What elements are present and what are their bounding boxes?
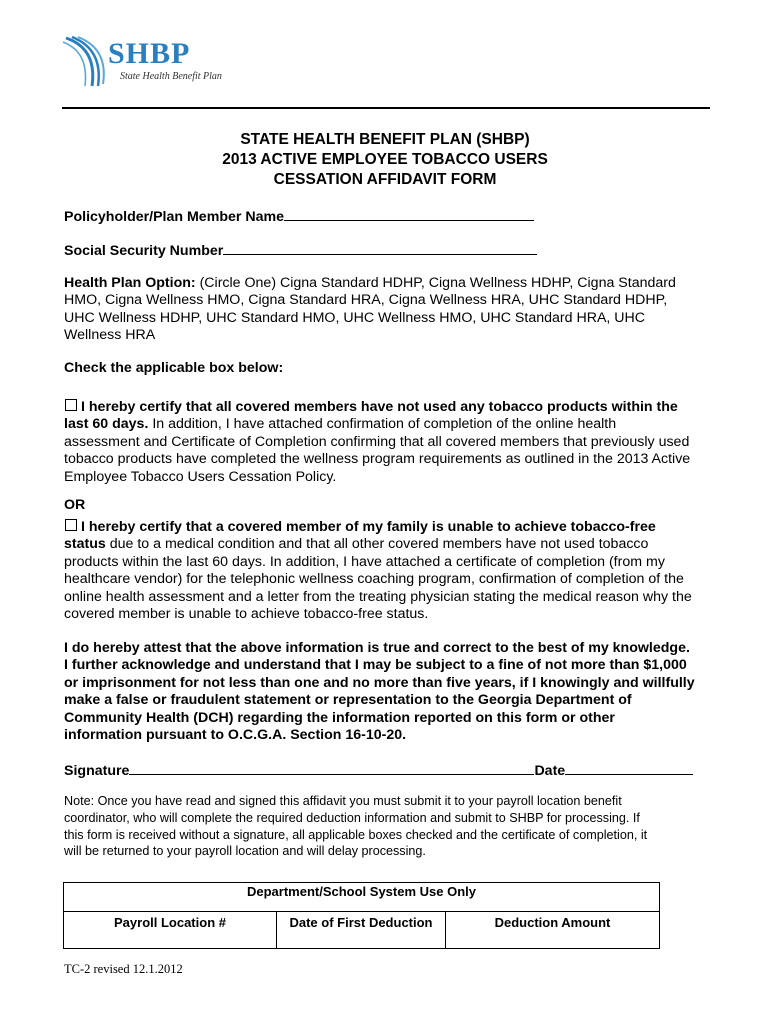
option-1-block: [64, 399, 714, 486]
option-1-checkbox[interactable]: [65, 399, 77, 411]
shbp-logo: [62, 34, 232, 90]
health-plan-line: Wellness HRA: [64, 327, 156, 344]
first-deduction-date-cell: Date of First Deduction: [277, 912, 446, 949]
member-name-blank[interactable]: [284, 206, 534, 221]
date-label: Date: [534, 763, 566, 779]
ssn-blank[interactable]: [223, 240, 537, 255]
attestation-line: I further acknowledge and understand that I may be subject to a fine of not more than $1,000: [64, 657, 687, 674]
header-divider: [62, 107, 710, 109]
title-line-1: STATE HEALTH BENEFIT PLAN (SHBP): [240, 131, 530, 148]
health-plan-option: [64, 275, 714, 345]
submission-note: [64, 793, 714, 860]
option-2-line: healthcare vendor) for the telephonic wellness coaching program, confirmation of completion of the: [64, 571, 684, 588]
option-1-line: In addition, I have attached confirmation of completion of the online health: [148, 416, 617, 433]
option-2-bold-line: status: [64, 536, 106, 553]
note-line: this form is received without a signature, all applicable boxes checked and the certificate of completion, it: [64, 827, 648, 842]
or-label: OR: [64, 497, 86, 513]
attestation-line: information pursuant to O.C.G.A. Section 16-10-20.: [64, 727, 407, 744]
option-1-bold-line: I hereby certify that all covered members have not used any tobacco products within the: [81, 399, 678, 415]
ssn-label: Social Security Number: [64, 243, 224, 259]
deduction-amount-cell: Deduction Amount: [446, 912, 660, 949]
wave-logo-icon: [62, 34, 110, 90]
health-plan-line: UHC Wellness HDHP, UHC Standard HMO, UHC Wellness HMO, UHC Standard HRA, UHC: [64, 309, 646, 326]
attestation-line: make a false or fraudulent statement or representation to the Georgia Department of: [64, 692, 632, 709]
attestation-line: or imprisonment for not less than one and no more than five years, if I knowingly and willfully: [64, 674, 695, 691]
member-name-label: Policyholder/Plan Member Name: [64, 209, 284, 225]
signature-blank[interactable]: [129, 760, 534, 775]
title-line-3: CESSATION AFFIDAVIT FORM: [273, 171, 497, 188]
payroll-location-cell: Payroll Location #: [64, 912, 277, 949]
health-plan-line: (Circle One) Cigna Standard HDHP, Cigna Wellness HDHP, Cigna Standard: [195, 275, 676, 291]
option-2-line: products within the last 60 days. In addition, I have attached a certificate of completion (from my: [64, 553, 665, 570]
check-heading: Check the applicable box below:: [64, 360, 284, 376]
health-plan-line: HMO, Cigna Wellness HMO, Cigna Standard HRA, Cigna Wellness HRA, UHC Standard HDHP,: [64, 292, 668, 309]
option-2-block: [64, 519, 714, 623]
option-2-line: due to a medical condition and that all other covered members have not used tobacco: [105, 536, 649, 553]
date-blank[interactable]: [565, 760, 693, 775]
signature-row: [64, 760, 714, 780]
logo-wordmark: SHBP: [108, 37, 191, 70]
attestation-line: I do hereby attest that the above information is true and correct to the best of my knowledge.: [64, 640, 690, 656]
option-2-bold-line: I hereby certify that a covered member of my family is unable to achieve tobacco-free: [81, 519, 656, 535]
note-line: coordinator, who will complete the required deduction information and submit to SHBP for processing. If: [64, 810, 640, 825]
logo-subtitle: State Health Benefit Plan: [120, 71, 222, 82]
option-1-line: tobacco products have completed the wellness program requirements as outlined in the 2013 Active: [64, 451, 691, 468]
revision-footer: TC-2 revised 12.1.2012: [64, 962, 183, 976]
signature-label: Signature: [64, 763, 130, 779]
member-name-field: [64, 206, 714, 226]
option-2-line: online health assessment and a letter from the treating physician stating the medical reason why the: [64, 588, 692, 605]
ssn-field: [64, 240, 714, 260]
note-line: Note: Once you have read and signed this affidavit you must submit it to your payroll location benefit: [64, 794, 622, 808]
title-line-2: 2013 ACTIVE EMPLOYEE TOBACCO USERS: [222, 151, 548, 168]
option-1-line: Employee Tobacco Users Cessation Policy.: [64, 468, 337, 485]
option-1-line: assessment and Certificate of Completion confirming that all covered members that previously used: [64, 433, 690, 450]
department-use-header: Department/School System Use Only: [64, 883, 660, 912]
option-2-line: covered member is unable to achieve tobacco-free status.: [64, 606, 429, 623]
note-line: will be returned to your payroll location and will delay processing.: [64, 844, 426, 859]
department-use-table: [63, 882, 660, 949]
attestation-line: Community Health (DCH) regarding the information reported on this form or other: [64, 709, 615, 726]
attestation-block: [64, 640, 714, 744]
option-1-bold-line: last 60 days.: [64, 416, 149, 433]
option-2-checkbox[interactable]: [65, 519, 77, 531]
health-plan-label: Health Plan Option:: [64, 275, 196, 291]
